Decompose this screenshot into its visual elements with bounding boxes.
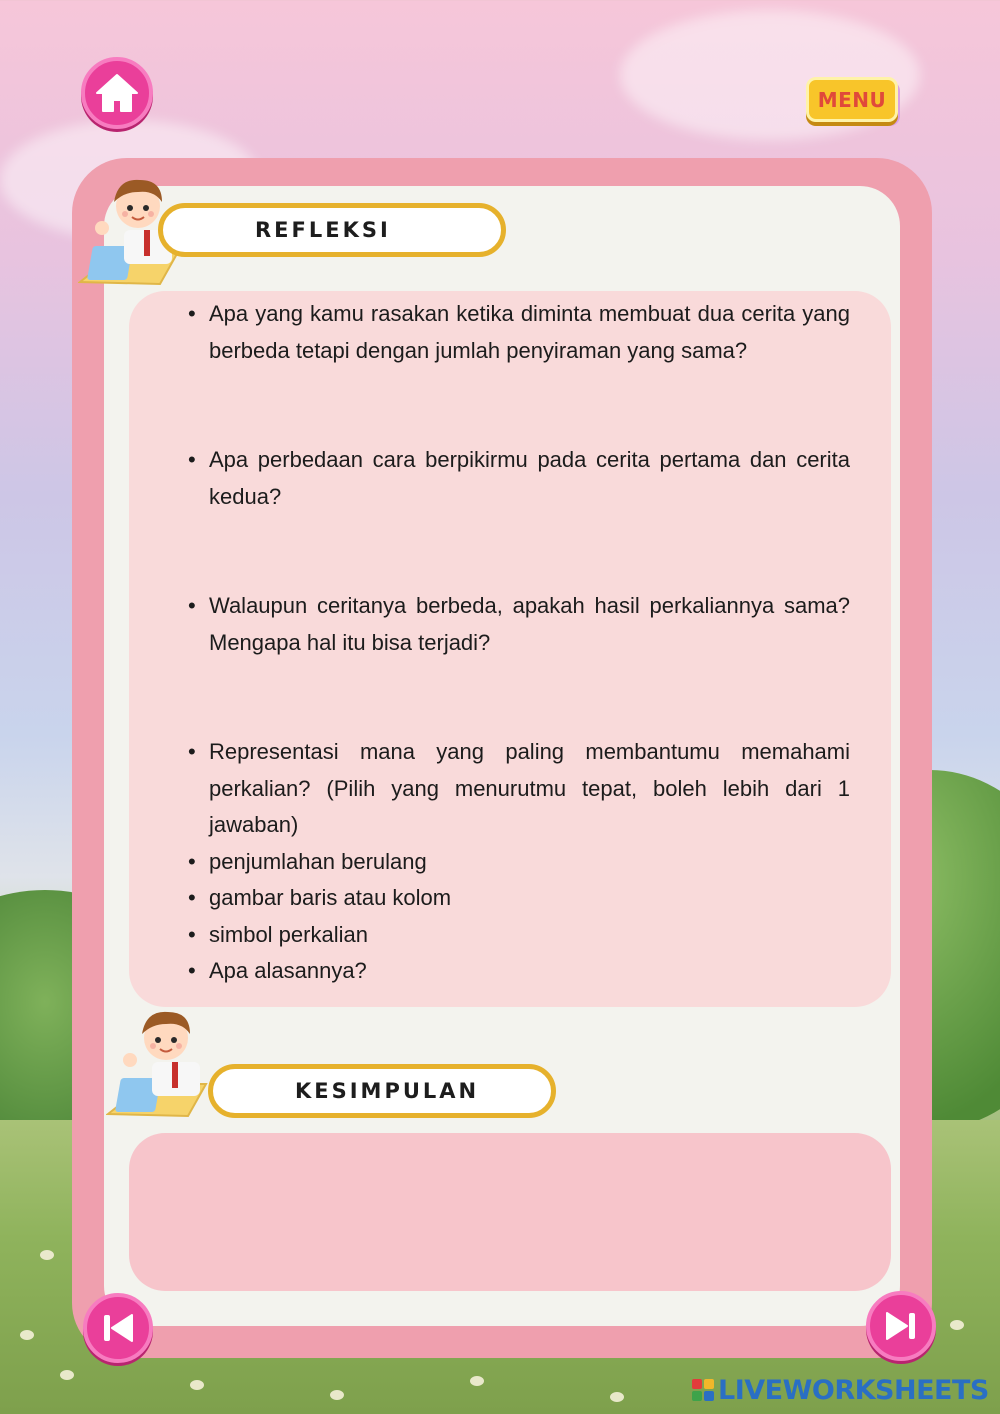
menu-button[interactable]: MENU	[806, 77, 898, 122]
flower	[60, 1370, 74, 1380]
skip-next-icon	[881, 1308, 921, 1344]
refleksi-question: • Apa perbedaan cara berpikirmu pada cerita pertama dan cerita kedua?	[188, 442, 850, 515]
home-button[interactable]	[81, 57, 153, 129]
flower	[330, 1390, 344, 1400]
student-laptop-illustration	[106, 1004, 226, 1124]
flower	[950, 1320, 964, 1330]
skip-previous-icon	[98, 1310, 138, 1346]
refleksi-title: REFLEKSI	[255, 218, 391, 242]
representation-option: • penjumlahan berulang	[188, 844, 850, 881]
representation-option: • gambar baris atau kolom	[188, 880, 850, 917]
flower	[40, 1250, 54, 1260]
representation-option: • simbol perkalian	[188, 917, 850, 954]
refleksi-question: • Representasi mana yang paling membantumu memahami perkalian? (Pilih yang menurutmu tepat, boleh lebih dari 1 jawaban)	[188, 734, 850, 844]
kesimpulan-answer-field[interactable]	[129, 1133, 891, 1291]
reason-question: • Apa alasannya?	[188, 953, 850, 990]
flower	[470, 1376, 484, 1386]
flower	[610, 1392, 624, 1402]
flower	[20, 1330, 34, 1340]
refleksi-heading	[158, 203, 506, 257]
liveworksheets-logo-icon	[692, 1379, 714, 1401]
brand-text: LIVEWORKSHEETS	[718, 1374, 989, 1406]
liveworksheets-watermark	[692, 1374, 989, 1406]
kesimpulan-heading	[208, 1064, 556, 1118]
flower	[190, 1380, 204, 1390]
refleksi-question: • Walaupun ceritanya berbeda, apakah hasil perkaliannya sama? Mengapa hal itu bisa terjadi?	[188, 588, 850, 661]
refleksi-question: • Apa yang kamu rasakan ketika diminta membuat dua cerita yang berbeda tetapi dengan jumlah penyiraman yang sama?	[188, 296, 850, 369]
home-icon	[94, 72, 140, 114]
kesimpulan-title: KESIMPULAN	[295, 1079, 480, 1103]
next-page-button[interactable]	[866, 1291, 936, 1361]
previous-page-button[interactable]	[83, 1293, 153, 1363]
